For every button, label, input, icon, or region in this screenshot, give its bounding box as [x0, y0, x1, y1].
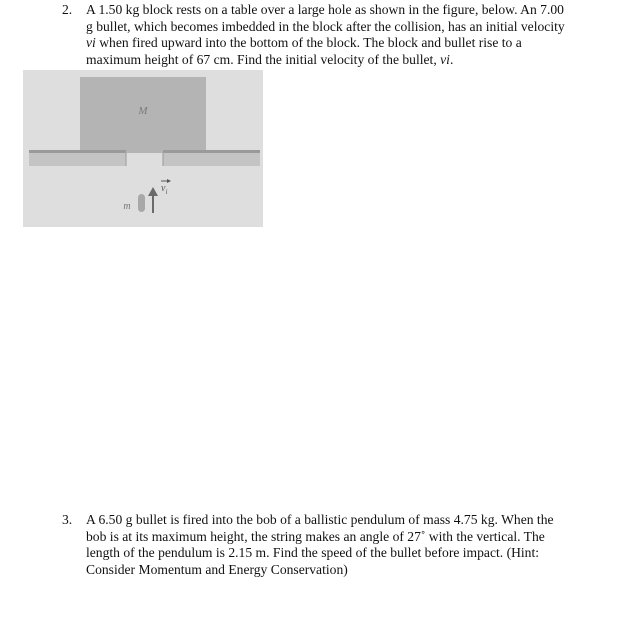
table-right — [163, 153, 260, 166]
velocity-label: $v_i$ — [161, 183, 168, 196]
bullet — [138, 194, 145, 212]
problem-text-part: A 1.50 kg block rests on a table over a large hole as shown in the figure, below. An 7.00 g bullet, which becomes imbedded in the block after the collision, has an initial velocity — [86, 2, 565, 34]
table-right-top — [163, 150, 260, 153]
problem-text-part: when fired upward into the bottom of the block. The block and bullet rise to a maximum height of 67 cm. Find the initial velocity of the bullet, — [86, 35, 522, 67]
problem-text-part: . — [449, 51, 454, 67]
block-bullet-figure — [23, 70, 263, 227]
block-label: M — [138, 105, 148, 117]
variable-vi: vi — [440, 51, 450, 67]
problem-text — [86, 2, 602, 68]
problem-number: 2. — [62, 2, 73, 17]
problem-number: 3. — [62, 512, 73, 527]
velocity-arrow-head — [148, 187, 158, 196]
bullet-label: m — [123, 201, 131, 212]
figure-drawing — [23, 70, 263, 227]
problem-3 — [62, 512, 602, 578]
table-left — [29, 153, 126, 166]
problem-2 — [62, 2, 602, 68]
vector-bar-head — [167, 179, 171, 183]
table-left-top — [29, 150, 126, 153]
problem-text: A 6.50 g bullet is fired into the bob of a ballistic pendulum of mass 4.75 kg. When the bob is at its maximum height, the string makes an angle of 27˚ with the vertical. The length of the pendulum is 2.15 m. Find the speed of the bullet before impact. (Hint: Consider Momentum and Energy Conservation) — [86, 512, 554, 577]
variable-vi: vi — [86, 35, 96, 51]
